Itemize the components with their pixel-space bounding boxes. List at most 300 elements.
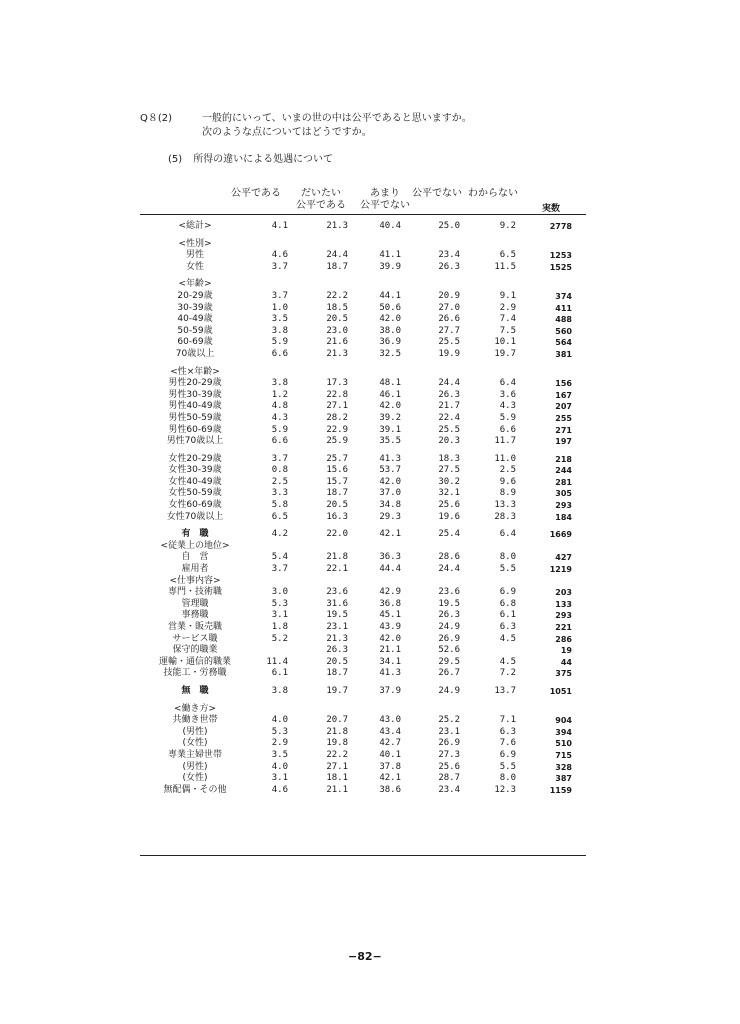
cell-percent: 4.3 — [271, 412, 288, 423]
row-label: 70歳以上 — [175, 348, 215, 359]
row-label: 女性30-39歳 — [168, 465, 222, 476]
cell-percent: 38.6 — [379, 784, 401, 795]
cell-percent: 2.5 — [271, 476, 288, 487]
table-row — [140, 454, 586, 466]
column-header-unfair — [412, 188, 462, 200]
table-row — [140, 599, 586, 611]
cell-percent: 4.0 — [271, 761, 288, 772]
row-label: <仕事内容> — [169, 575, 221, 586]
table-row — [140, 488, 586, 500]
cell-percent: 21.3 — [326, 221, 348, 231]
row-label: 男性20-29歳 — [168, 378, 222, 389]
cell-percent: 3.0 — [271, 587, 288, 598]
table-row — [140, 326, 586, 338]
cell-percent: 22.1 — [326, 564, 348, 575]
cell-count: 715 — [555, 750, 572, 760]
cell-percent: 27.0 — [438, 302, 460, 313]
cell-count: 197 — [555, 437, 572, 447]
column-header-fair-label: 公平である — [231, 188, 281, 199]
table-row — [140, 610, 586, 622]
cell-percent: 27.5 — [438, 465, 460, 476]
table-row — [140, 785, 586, 797]
table-row — [140, 704, 586, 716]
cell-percent: 24.9 — [438, 685, 460, 696]
cell-percent: 19.7 — [326, 685, 348, 696]
cell-percent: 22.0 — [326, 529, 348, 540]
cell-percent: 8.0 — [499, 773, 516, 784]
row-label: 60-69歳 — [177, 337, 213, 348]
row-label: 女性60-69歳 — [168, 500, 222, 511]
table-row — [140, 425, 586, 437]
cell-percent: 5.9 — [499, 412, 516, 423]
cell-percent: 9.2 — [499, 221, 516, 231]
cell-count: 488 — [555, 315, 572, 325]
cell-percent: 19.6 — [438, 511, 460, 522]
cell-percent: 4.0 — [271, 715, 288, 726]
cell-percent: 2.9 — [499, 302, 516, 313]
table-row — [140, 564, 586, 576]
cell-count: 184 — [555, 512, 572, 522]
row-label: 事務職 — [181, 610, 209, 621]
table-row — [140, 634, 586, 646]
cell-percent: 25.5 — [438, 337, 460, 348]
cell-percent: 11.4 — [266, 656, 288, 667]
cell-percent: 20.3 — [438, 436, 460, 447]
cell-count: 221 — [555, 623, 572, 632]
cell-percent: 23.0 — [326, 325, 348, 336]
table-row — [140, 250, 586, 262]
cell-percent: 3.7 — [271, 261, 288, 272]
cell-percent: 25.6 — [438, 761, 460, 772]
table-row — [140, 378, 586, 390]
column-header-not-very-fair-line1: あまり — [370, 188, 400, 199]
cell-percent: 42.0 — [379, 633, 401, 644]
cell-count: 156 — [555, 379, 572, 389]
column-header-fair — [231, 188, 281, 200]
question-line-1: 一般的にいって、いまの世の中は公平であると思いますか。 — [202, 113, 472, 124]
table-row — [140, 715, 586, 727]
cell-count: 427 — [555, 553, 572, 563]
cell-percent: 24.4 — [438, 564, 460, 575]
cell-percent: 36.9 — [379, 337, 401, 348]
cell-percent: 52.6 — [438, 645, 460, 656]
cell-percent: 35.5 — [379, 436, 401, 447]
cell-count: 2778 — [549, 222, 572, 231]
cell-percent: 18.7 — [326, 261, 348, 272]
footer-rule — [140, 855, 586, 856]
cell-count: 167 — [555, 390, 572, 400]
cell-percent: 16.3 — [326, 511, 348, 522]
row-label: 男性50-59歳 — [168, 412, 222, 423]
page-number: −82− — [348, 950, 382, 963]
cell-percent: 5.3 — [271, 726, 288, 737]
cell-percent: 25.4 — [438, 529, 460, 540]
cell-percent: 32.1 — [438, 488, 460, 499]
cell-percent: 41.3 — [379, 668, 401, 679]
table-row — [140, 541, 586, 553]
cell-count: 387 — [555, 774, 572, 784]
cell-percent: 4.5 — [499, 656, 516, 667]
cell-percent: 7.6 — [499, 738, 516, 749]
table-row — [140, 738, 586, 750]
cell-percent: 6.6 — [499, 424, 516, 435]
table-row — [140, 367, 586, 379]
cell-percent: 6.5 — [499, 250, 516, 261]
cell-percent: 19.8 — [326, 738, 348, 749]
table-row — [140, 645, 586, 657]
table-row — [140, 477, 586, 489]
cell-count: 19 — [560, 646, 572, 656]
cell-percent: 3.8 — [271, 378, 288, 389]
table-row — [140, 337, 586, 349]
row-label: <性×年齢> — [170, 366, 220, 377]
cell-percent: 5.5 — [499, 761, 516, 772]
cell-percent: 21.8 — [326, 726, 348, 737]
cell-percent: 4.8 — [271, 401, 288, 412]
row-label: 技能工・労務職 — [163, 668, 227, 679]
cell-percent: 23.4 — [438, 784, 460, 795]
subquestion-text: 所得の違いによる処遇について — [193, 154, 333, 165]
cell-percent: 28.7 — [438, 773, 460, 784]
cell-percent: 3.8 — [271, 325, 288, 336]
cell-percent: 6.4 — [499, 529, 516, 540]
cell-percent: 6.5 — [271, 511, 288, 522]
cell-percent: 1.0 — [271, 302, 288, 313]
table-row — [140, 587, 586, 599]
cell-percent: 29.3 — [379, 511, 401, 522]
row-label: <年齢> — [178, 279, 212, 290]
cell-percent: 5.9 — [271, 337, 288, 348]
row-label: 雇用者 — [181, 564, 209, 575]
row-label: 20-29歳 — [177, 290, 213, 301]
cell-percent: 22.2 — [326, 749, 348, 760]
cell-percent: 6.3 — [499, 726, 516, 737]
row-label: 女性70歳以上 — [166, 511, 224, 522]
table-row — [140, 657, 586, 669]
cell-percent: 4.5 — [499, 633, 516, 644]
cell-percent: 26.7 — [438, 668, 460, 679]
cell-percent: 24.4 — [326, 250, 348, 261]
cell-percent: 13.7 — [494, 685, 516, 696]
cell-percent: 26.9 — [438, 633, 460, 644]
row-label: 専門・技術職 — [167, 587, 222, 598]
cell-percent: 25.6 — [438, 500, 460, 511]
header-rule — [140, 214, 586, 215]
cell-percent: 3.6 — [499, 389, 516, 400]
cell-percent: 42.9 — [379, 587, 401, 598]
cell-percent: 28.2 — [326, 412, 348, 423]
cell-percent: 40.4 — [379, 221, 401, 231]
cell-percent: 28.6 — [438, 552, 460, 563]
row-label: 女性40-49歳 — [168, 476, 222, 487]
cell-count: 904 — [555, 716, 572, 726]
cell-percent: 6.9 — [499, 587, 516, 598]
cell-percent: 38.0 — [379, 325, 401, 336]
cell-percent: 19.7 — [494, 348, 516, 359]
column-header-mostly-fair — [296, 188, 346, 212]
cell-percent: 21.1 — [379, 645, 401, 656]
cell-percent: 4.3 — [499, 401, 516, 412]
cell-percent: 23.6 — [326, 587, 348, 598]
row-label: サービス職 — [172, 633, 218, 644]
cell-percent: 26.3 — [326, 645, 348, 656]
cell-percent: 24.4 — [438, 378, 460, 389]
cell-percent: 43.4 — [379, 726, 401, 737]
cell-percent: 31.6 — [326, 598, 348, 609]
row-label: 無配偶・その他 — [163, 784, 227, 795]
row-label: <働き方> — [173, 703, 217, 714]
cell-percent: 3.7 — [271, 564, 288, 575]
column-header-mostly-fair-line1: だいたい — [301, 188, 341, 199]
cell-percent: 42.1 — [379, 529, 401, 540]
row-label: (女性) — [182, 773, 208, 784]
cell-percent: 1.8 — [271, 622, 288, 632]
cell-percent: 50.6 — [379, 302, 401, 313]
cell-percent: 27.3 — [438, 749, 460, 760]
table-row — [140, 773, 586, 785]
cell-percent: 18.7 — [326, 488, 348, 499]
cell-percent: 18.5 — [326, 302, 348, 313]
cell-count: 133 — [555, 599, 572, 609]
cell-percent: 5.9 — [271, 424, 288, 435]
cell-percent: 26.3 — [438, 389, 460, 400]
cell-percent: 26.3 — [438, 610, 460, 621]
column-header-dont-know-label: わからない — [468, 188, 518, 199]
cell-percent: 41.3 — [379, 453, 401, 464]
cell-percent: 3.8 — [271, 685, 288, 696]
cell-percent: 22.4 — [438, 412, 460, 423]
cell-percent: 2.5 — [499, 465, 516, 476]
cell-count: 286 — [555, 634, 572, 644]
cell-percent: 37.8 — [379, 761, 401, 772]
table-row — [140, 622, 586, 634]
cell-percent: 27.1 — [326, 401, 348, 412]
cell-count: 244 — [555, 466, 572, 476]
table-row — [140, 750, 586, 762]
cell-percent: 3.5 — [271, 314, 288, 325]
table-row — [140, 262, 586, 274]
cell-percent: 1.2 — [271, 389, 288, 400]
cell-percent: 5.5 — [499, 564, 516, 575]
cell-percent: 5.8 — [271, 500, 288, 511]
cell-percent: 44.4 — [379, 564, 401, 575]
cell-percent: 3.1 — [271, 610, 288, 621]
cell-percent: 21.7 — [438, 401, 460, 412]
row-label: 有 職 — [181, 529, 209, 540]
cell-count: 203 — [555, 588, 572, 598]
cell-percent: 25.2 — [438, 715, 460, 726]
cell-percent: 7.1 — [499, 715, 516, 726]
cell-count: 1525 — [549, 262, 572, 272]
cell-percent: 28.3 — [494, 511, 516, 522]
cell-percent: 46.1 — [379, 389, 401, 400]
cell-percent: 36.8 — [379, 598, 401, 609]
cell-count: 255 — [555, 413, 572, 423]
cell-percent: 13.3 — [494, 500, 516, 511]
cell-percent: 6.3 — [499, 622, 516, 632]
cell-percent: 25.0 — [438, 221, 460, 231]
cell-percent: 6.1 — [271, 668, 288, 679]
table-row — [140, 239, 586, 251]
cell-percent: 23.6 — [438, 587, 460, 598]
cell-percent: 25.9 — [326, 436, 348, 447]
cell-percent: 18.7 — [326, 668, 348, 679]
row-label: 男性60-69歳 — [168, 424, 222, 435]
cell-percent: 5.2 — [271, 633, 288, 644]
table-row — [140, 390, 586, 402]
cell-percent: 20.5 — [326, 314, 348, 325]
table-row — [140, 349, 586, 361]
cell-percent: 9.1 — [499, 290, 516, 301]
cell-count: 44 — [560, 657, 572, 667]
row-label: 専業主婦世帯 — [167, 749, 222, 760]
cell-percent: 21.8 — [326, 552, 348, 563]
row-label: 男性30-39歳 — [168, 389, 222, 400]
cell-percent: 42.0 — [379, 314, 401, 325]
cell-count: 218 — [555, 454, 572, 464]
cell-count: 271 — [555, 425, 572, 435]
cell-percent: 36.3 — [379, 552, 401, 563]
cell-percent: 43.9 — [379, 622, 401, 632]
table-row — [140, 413, 586, 425]
row-label: 50-59歳 — [177, 325, 213, 336]
column-header-not-very-fair-line2: 公平でない — [360, 200, 410, 211]
cell-count: 207 — [555, 402, 572, 412]
cell-percent: 0.8 — [271, 465, 288, 476]
row-label: 運輸・通信的職業 — [158, 656, 231, 667]
row-label: 管理職 — [181, 598, 209, 609]
cell-percent: 21.1 — [326, 784, 348, 795]
table-row — [140, 303, 586, 315]
cell-percent: 6.6 — [271, 436, 288, 447]
cell-percent: 6.9 — [499, 749, 516, 760]
cell-percent: 4.6 — [271, 250, 288, 261]
cell-percent: 23.1 — [326, 622, 348, 632]
cell-count: 564 — [555, 338, 572, 348]
cell-percent: 37.9 — [379, 685, 401, 696]
cell-percent: 25.5 — [438, 424, 460, 435]
cell-count: 1159 — [549, 785, 572, 795]
row-label: 無 職 — [181, 685, 209, 696]
cell-percent: 42.0 — [379, 401, 401, 412]
cell-count: 293 — [555, 611, 572, 621]
cell-count: 560 — [555, 326, 572, 336]
cell-percent: 5.3 — [271, 598, 288, 609]
cell-percent: 20.5 — [326, 656, 348, 667]
cell-percent: 10.1 — [494, 337, 516, 348]
cell-count: 411 — [555, 303, 572, 313]
column-header-count: 実数 — [542, 204, 561, 214]
cell-percent: 6.8 — [499, 598, 516, 609]
question-line-2: 次のような点についてはどうですか。 — [202, 127, 372, 138]
cell-percent: 15.6 — [326, 465, 348, 476]
cell-percent: 9.6 — [499, 476, 516, 487]
cell-percent: 26.3 — [438, 261, 460, 272]
cell-percent: 27.7 — [438, 325, 460, 336]
cell-percent: 34.8 — [379, 500, 401, 511]
cell-percent: 29.5 — [438, 656, 460, 667]
cell-percent: 44.1 — [379, 290, 401, 301]
cell-percent: 12.3 — [494, 784, 516, 795]
table-row — [140, 314, 586, 326]
question-header — [140, 112, 472, 140]
cell-percent: 26.9 — [438, 738, 460, 749]
row-label: <性別> — [178, 238, 212, 249]
cell-percent: 15.7 — [326, 476, 348, 487]
subquestion — [168, 150, 333, 165]
cell-count: 328 — [555, 762, 572, 772]
table-row — [140, 436, 586, 448]
table-row — [140, 668, 586, 680]
cell-percent: 8.0 — [499, 552, 516, 563]
cell-percent: 3.5 — [271, 749, 288, 760]
cell-percent: 39.2 — [379, 412, 401, 423]
cell-percent: 22.9 — [326, 424, 348, 435]
cell-count: 1219 — [549, 565, 572, 575]
table-row — [140, 727, 586, 739]
cell-count: 281 — [555, 477, 572, 487]
cell-count: 305 — [555, 489, 572, 499]
row-label: <従業上の地位> — [160, 540, 230, 551]
row-label: 共働き世帯 — [172, 715, 218, 726]
cell-percent: 18.3 — [438, 453, 460, 464]
cell-percent: 4.2 — [271, 529, 288, 540]
cell-percent: 26.6 — [438, 314, 460, 325]
cell-percent: 32.5 — [379, 348, 401, 359]
cell-percent: 19.5 — [438, 598, 460, 609]
table-row — [140, 512, 586, 524]
cell-percent: 53.7 — [379, 465, 401, 476]
table-row — [140, 686, 586, 698]
table-row — [140, 221, 586, 233]
cell-percent: 18.1 — [326, 773, 348, 784]
cell-percent: 42.7 — [379, 738, 401, 749]
cell-percent: 3.7 — [271, 290, 288, 301]
row-label: (女性) — [182, 738, 208, 749]
table-row — [140, 279, 586, 291]
cell-count: 293 — [555, 501, 572, 511]
row-label: 保守的職業 — [172, 645, 218, 656]
subquestion-number: (5) — [168, 154, 183, 165]
cell-percent: 23.1 — [438, 726, 460, 737]
cell-percent: 20.7 — [326, 715, 348, 726]
cell-percent: 7.2 — [499, 668, 516, 679]
cell-percent: 22.2 — [326, 290, 348, 301]
cell-percent: 19.9 — [438, 348, 460, 359]
cell-percent: 5.4 — [271, 552, 288, 563]
row-label: (男性) — [182, 761, 208, 772]
cell-percent: 24.9 — [438, 622, 460, 632]
cell-percent: 41.1 — [379, 250, 401, 261]
table-row — [140, 500, 586, 512]
cell-percent: 6.1 — [499, 610, 516, 621]
cell-percent: 39.9 — [379, 261, 401, 272]
row-label: 営業・販売職 — [167, 622, 222, 632]
table-row — [140, 529, 586, 541]
row-label: 30-39歳 — [177, 302, 213, 313]
row-label: 男性40-49歳 — [168, 401, 222, 412]
cell-percent: 20.5 — [326, 500, 348, 511]
results-table — [140, 221, 586, 796]
cell-count: 381 — [555, 349, 572, 359]
cell-percent: 4.6 — [271, 784, 288, 795]
column-header-mostly-fair-line2: 公平である — [296, 200, 346, 211]
cell-percent: 45.1 — [379, 610, 401, 621]
cell-percent: 6.6 — [271, 348, 288, 359]
row-label: <総計> — [178, 221, 212, 231]
cell-percent: 48.1 — [379, 378, 401, 389]
cell-percent: 27.1 — [326, 761, 348, 772]
